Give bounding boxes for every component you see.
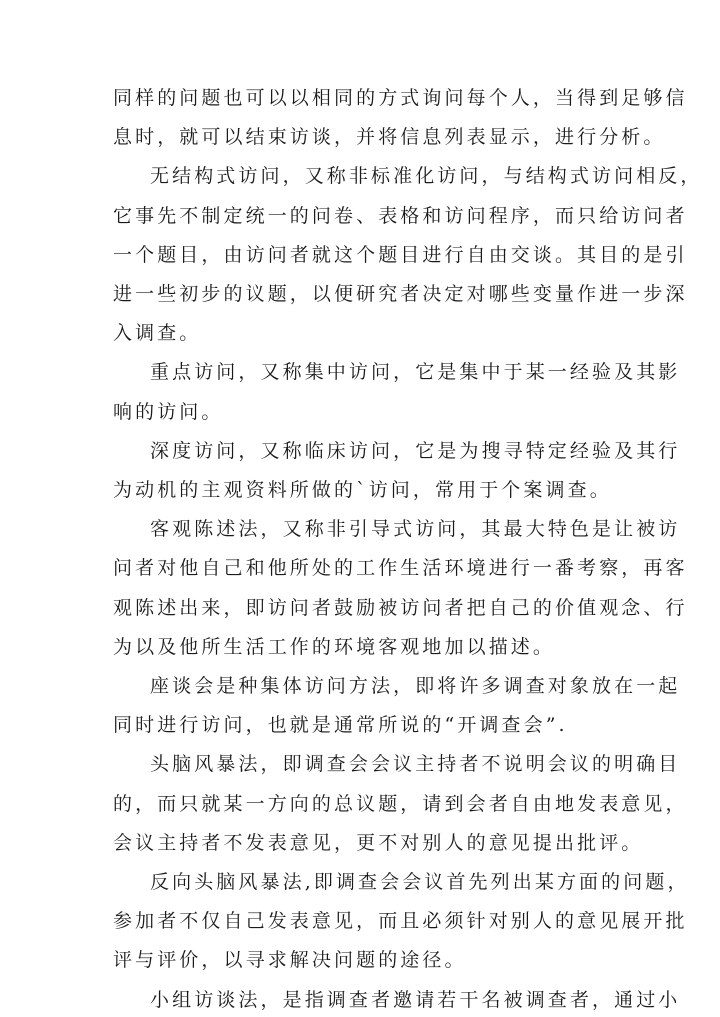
text-line: 息时，就可以结束访谈，并将信息列表显示，进行分析。 — [113, 126, 666, 148]
text-line: 的，而只就某一方向的总议题，请到会者自由地发表意见， — [113, 793, 688, 815]
paragraph-start-line: 客观陈述法，又称非引导式访问，其最大特色是让被访 — [150, 518, 681, 540]
text-line: 它事先不制定统一的问卷、表格和访问程序，而只给访问者 — [113, 205, 688, 227]
text-line: 为以及他所生活工作的环境客观地加以描述。 — [113, 636, 556, 658]
paragraph-start-line: 深度访问，又称临床访问，它是为搜寻特定经验及其行 — [150, 440, 681, 462]
text-line: 一个题目，由访问者就这个题目进行自由交谈。其目的是引 — [113, 244, 688, 266]
paragraph-start-line: 座谈会是种集体访问方法，即将许多调查对象放在一起 — [150, 675, 681, 697]
paragraph-start-line: 反向头脑风暴法,即调查会会议首先列出某方面的问题， — [150, 871, 690, 893]
text-line: 同样的问题也可以以相同的方式询问每个人，当得到足够信 — [113, 87, 688, 109]
text-line: 评与评价，以寻求解决问题的途径。 — [113, 949, 467, 971]
paragraph-start-line: 小组访谈法，是指调查者邀请若干名被调查者，通过小 — [150, 989, 681, 1011]
paragraph-start-line: 重点访问，又称集中访问，它是集中于某一经验及其影 — [150, 361, 681, 383]
paragraph-start-line: 无结构式访问，又称非标准化访问，与结构式访问相反， — [150, 165, 703, 187]
text-line: 观陈述出来，即访问者鼓励被访问者把自己的价值观念、行 — [113, 597, 688, 619]
text-line: 参加者不仅自己发表意见，而且必须针对别人的意见展开批 — [113, 910, 688, 932]
text-line: 进一些初步的议题，以便研究者决定对哪些变量作进一步深 — [113, 283, 688, 305]
text-line: 响的访问。 — [113, 401, 224, 423]
text-line: 会议主持者不发表意见，更不对别人的意见提出批评。 — [113, 832, 644, 854]
text-line: 为动机的主观资料所做的`访问，常用于个案调查。 — [113, 479, 612, 501]
text-line: 同时进行访问，也就是通常所说的“开调查会”. — [113, 714, 568, 736]
text-line: 问者对他自己和他所处的工作生活环境进行一番考察，再客 — [113, 557, 688, 579]
text-line: 入调查。 — [113, 322, 202, 344]
paragraph-start-line: 头脑风暴法，即调查会会议主持者不说明会议的明确目 — [150, 753, 681, 775]
